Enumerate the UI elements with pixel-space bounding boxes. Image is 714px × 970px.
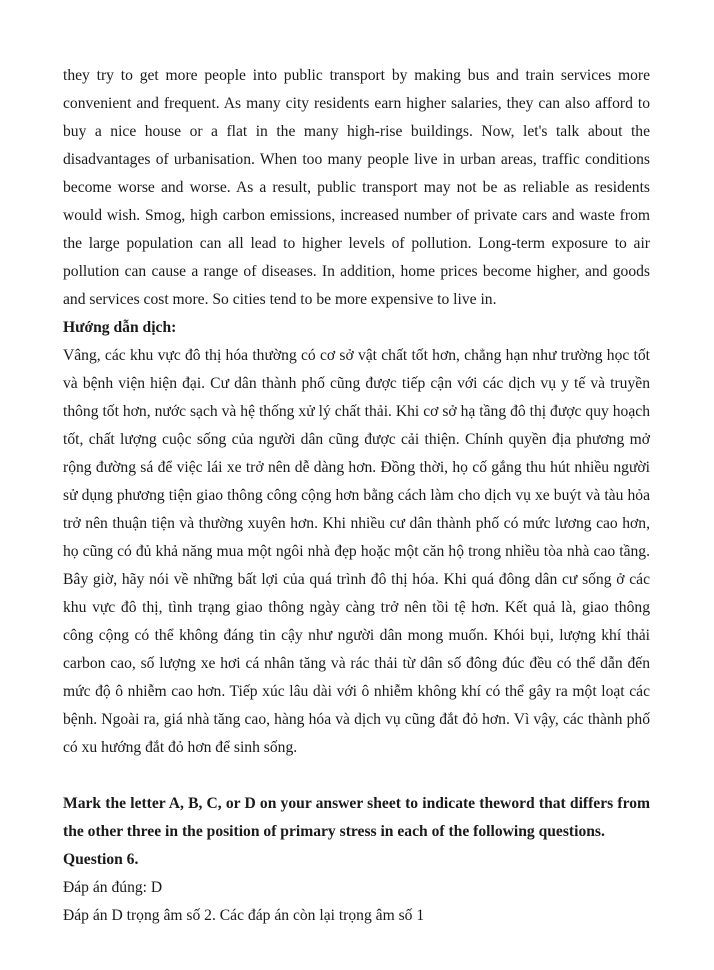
stress-instruction: Mark the letter A, B, C, or D on your answer sheet to indicate theword that differs from the other three in the position of primary stress in each of the following questions.	[63, 795, 650, 840]
question-6-label: Question 6.	[63, 851, 139, 868]
vietnamese-translation-paragraph: Vâng, các khu vực đô thị hóa thường có cơ sở vật chất tốt hơn, chẳng hạn như trường học tốt và bệnh viện hiện đại. Cư dân thành phố cũng được tiếp cận với các dịch vụ y tế và truyền thông tốt hơn, nước sạch và hệ thống xử lý chất thải. Khi cơ sở hạ tầng đô thị được quy hoạch tốt, chất lượng cuộc sống của người dân cũng được cải thiện. Chính quyền địa phương mở rộng đường sá để việc lái xe trở nên dễ dàng hơn. Đồng thời, họ cố gắng thu hút nhiều người sử dụng phương tiện giao thông công cộng hơn bằng cách làm cho dịch vụ xe buýt và tàu hỏa trở nên thuận tiện và thường xuyên hơn. Khi nhiều cư dân thành phố có mức lương cao hơn, họ cũng có đủ khả năng mua một ngôi nhà đẹp hoặc một căn hộ trong nhiều tòa nhà cao tầng. Bây giờ, hãy nói về những bất lợi của quá trình đô thị hóa. Khi quá đông dân cư sống ở các khu vực đô thị, tình trạng giao thông ngày càng trở nên tồi tệ hơn. Kết quả là, giao thông công cộng có thể không đáng tin cậy như người dân mong muốn. Khói bụi, lượng khí thải carbon cao, số lượng xe hơi cá nhân tăng và rác thải từ dân số đông đúc đều có thể dẫn đến mức độ ô nhiễm cao hơn. Tiếp xúc lâu dài với ô nhiễm không khí có thể gây ra một loạt các bệnh. Ngoài ra, giá nhà tăng cao, hàng hóa và dịch vụ cũng đắt đỏ hơn. Vì vậy, các thành phố có xu hướng đắt đỏ hơn để sinh sống.	[63, 347, 650, 756]
answer-explanation-text: Đáp án D trọng âm số 2. Các đáp án còn lại trọng âm số 1	[63, 907, 425, 924]
english-paragraph: they try to get more people into public transport by making bus and train services more convenient and frequent. As many city residents earn higher salaries, they can also afford to buy a nice house or a flat in the many high-rise buildings. Now, let's talk about the disadvantages of urbanisation. When too many people live in urban areas, traffic conditions become worse and worse. As a result, public transport may not be as reliable as residents would wish. Smog, high carbon emissions, increased number of private cars and waste from the large population can all lead to higher levels of pollution. Long-term exposure to air pollution can cause a range of diseases. In addition, home prices become higher, and goods and services cost more. So cities tend to be more expensive to live in.	[63, 67, 650, 308]
translation-guide-heading: Hướng dẫn dịch:	[63, 319, 177, 336]
correct-answer-text: Đáp án đúng: D	[63, 879, 163, 896]
